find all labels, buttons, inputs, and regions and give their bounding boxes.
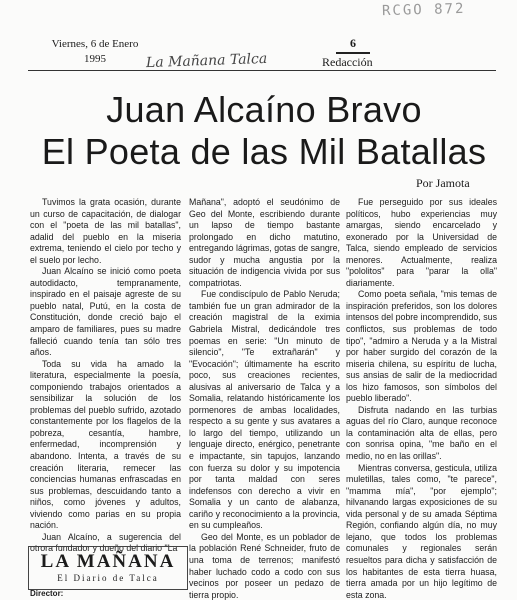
paragraph: Juan Alcaíno, a sugerencia del otrora fundador y dueño del diario "La bbox=[30, 531, 181, 554]
paragraph: Tuvimos la grata ocasión, durante un curso de capacitación, de dialogar con el "poeta de las mil batallas", adalid del pueblo en la miseria extrema, teniendo el cielo por techo y el suelo por lecho. bbox=[30, 197, 181, 265]
paragraph: Disfruta nadando en las turbias aguas del río Claro, aunque reconoce la contaminación alta de ellas, pero con sonrisa opina, "me baño en el medio, no en las orillas". bbox=[346, 404, 497, 462]
byline: Por Jamota bbox=[416, 176, 470, 190]
masthead-subtitle: El Diario de Talca bbox=[57, 573, 159, 583]
article-column-3 bbox=[346, 197, 497, 601]
paragraph: Mientras conversa, gesticula, utiliza muletillas, tales como, "te parece", "mamma mía", "por ejemplo"; hilvanando largas exposiciones de su vida personal y de su amada Séptima Región, confiando algún día, no muy lejano, que todos los problemas comunales y regionales serán resueltos para dicha y satisfacción de los habitantes de esta tierra huasa, tierra amada por un hijo legítimo de esta zona. bbox=[346, 462, 497, 600]
header-rule-left bbox=[28, 70, 333, 71]
issue-date-line: Viernes, 6 de Enero bbox=[51, 38, 139, 50]
paragraph: Mañana", adoptó el seudónimo de Geo del Monte, escribiendo durante un lapso de tiempo bastante prolongado en dicho matutino, entregando lágrimas, gotas de sangre, sudor y mucha angustia por la situación de indigencia vivida por sus compatriotas. bbox=[189, 197, 340, 288]
header-rule-right bbox=[321, 70, 496, 71]
headline-line-2: El Poeta de las Mil Batallas bbox=[41, 131, 487, 172]
paragraph: Geo del Monte, es un poblador de la población René Schneider, fruto de una toma de terrenos; manifestó haber luchado codo a codo con sus vecinos por poseer un pedazo de tierra propio. bbox=[189, 531, 340, 600]
paragraph: Toda su vida ha amado la literatura, especialmente la poesía, componiendo trabajos orientados a sensibilizar la solución de los problemas del pueblo sufrido, azotado constantemente por los flagelos de la pobreza, cesantía, hambre, enfermedad, incomprensión y abandono. Intenta, a través de su creación literaria, remecer las conciencias humanas enfrascadas en sus problemas, descuidando tanto a niños, como jóvenes y adultos, viviendo como parias en su propia nación. bbox=[30, 358, 181, 531]
page-number: 6 bbox=[350, 36, 356, 50]
section-label: Redacción bbox=[322, 55, 373, 69]
page-number-underline bbox=[336, 52, 370, 54]
handwritten-source-note: La Mañana Talca bbox=[145, 50, 268, 72]
article-column-2 bbox=[189, 197, 340, 601]
article-column-1 bbox=[30, 197, 181, 555]
issue-date bbox=[30, 37, 160, 67]
director-label: Director: bbox=[30, 589, 64, 598]
archive-code-stamp: RCGO 872 bbox=[381, 0, 466, 20]
paragraph: Fue perseguido por sus ideales políticos, hubo experiencias muy amargas, siendo encarcelado y exonerado por la Universidad de Talca, siendo empleado de servicios menores. Actualmente, realiza "pololitos" para "parar la olla" diariamente. bbox=[346, 197, 497, 288]
masthead-name: LA MAÑANA bbox=[40, 551, 176, 572]
paragraph: Juan Alcaíno se inició como poeta autodidacto, tempranamente, inspirado en el paisaje agreste de su pueblo natal, Putú, en la costa de Constitución, donde creció bajo el amparo de familiares, pues su madre falleció cuando tenía tan sólo tres años. bbox=[30, 266, 181, 358]
headline-line-1: Juan Alcaíno Bravo bbox=[106, 89, 422, 130]
paragraph: Como poeta señala, "mis temas de inspiración preferidos, son los dolores intensos del pobre incomprendido, sus conflictos, sus problemas de todo tipo", "admiro a Neruda y a la Mistral por haber surgido del corazón de la miseria chilena, su espíritu de lucha, sus ansias de salir de la mediocridad los hizo famosos, son símbolos del pueblo liberado". bbox=[346, 289, 497, 404]
newspaper-masthead bbox=[28, 546, 188, 590]
issue-year: 1995 bbox=[84, 53, 106, 65]
paragraph: Fue condiscípulo de Pablo Neruda; también fue un gran admirador de la creación magistral de la eximia Gabriela Mistral, dedicándole tres poemas en serie: "Un minuto de silencio", "Te extrañarán" y "Evocación"; últimamente ha escrito poco, sus creaciones recientes, alusivas al aniversario de Talca y a Somalia, relatando históricamente los pormenores de ambas localidades, respecto a su gente y sus avatares a lo largo del tiempo, utilizando un lenguaje directo, enérgico, penetrante e impactante, sin tapujos, lanzando con fuerza su dolor y su impotencia por tanta maldad con seres indefensos con derecho a vivir en Somalia y un canto de alabanza, cariño y reconocimiento a la provincia, en su cumpleaños. bbox=[189, 289, 340, 531]
